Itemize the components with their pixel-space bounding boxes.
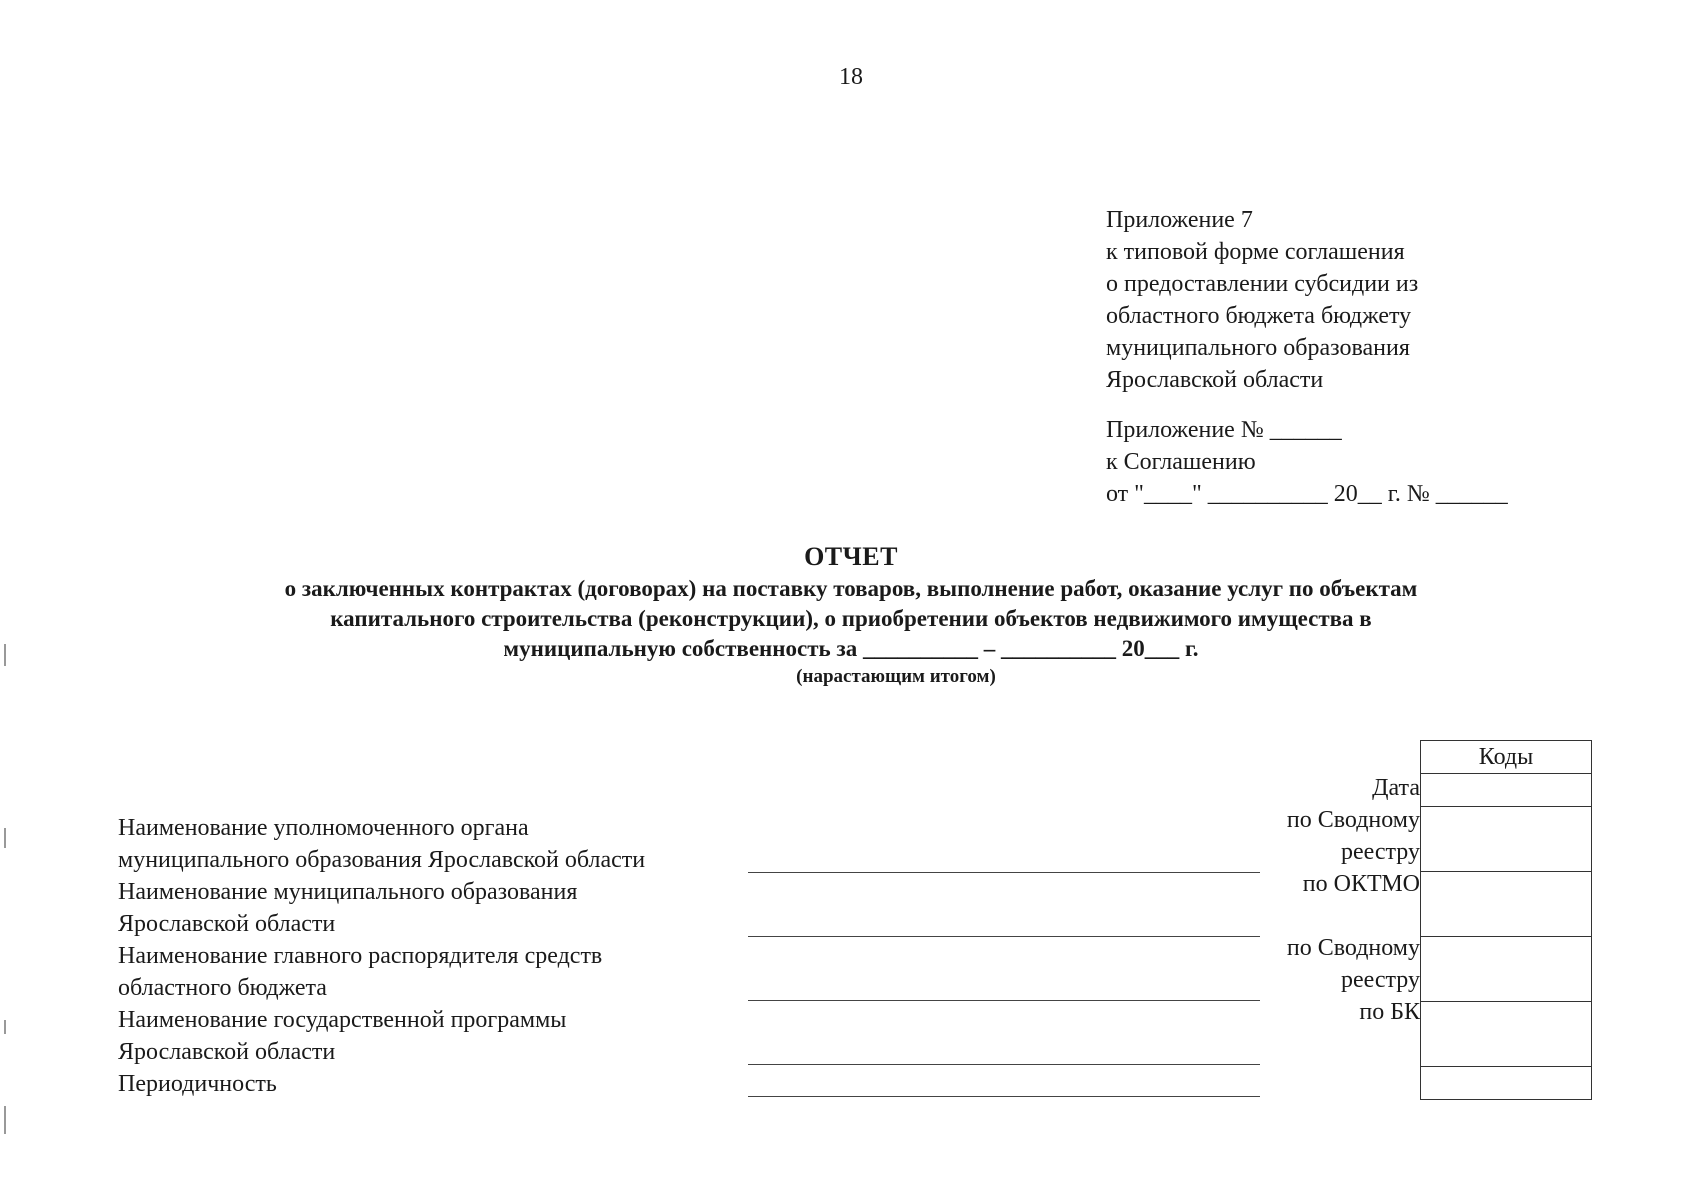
appendix-line: к типовой форме соглашения	[1106, 239, 1405, 265]
program-fill-line[interactable]	[748, 1064, 1260, 1065]
form-label: Периодичность	[118, 1071, 277, 1097]
cumulative-note: (нарастающим итогом)	[796, 666, 996, 687]
form-labels	[118, 812, 645, 1100]
codes-header: Коды	[1421, 741, 1591, 774]
scan-mark	[4, 1020, 6, 1034]
svod-registry-code-cell[interactable]	[1421, 937, 1591, 1002]
periodicity-fill-line[interactable]	[748, 1096, 1260, 1097]
form-label: Наименование государственной программы	[118, 1007, 567, 1033]
svod-registry-label: реестру	[1340, 839, 1420, 865]
form-label: областного бюджета	[118, 975, 327, 1001]
appendix-line: муниципального образования	[1106, 335, 1410, 361]
scan-mark	[4, 1106, 6, 1134]
appendix-line: областного бюджета бюджету	[1106, 303, 1412, 329]
appendix-reference	[1106, 204, 1418, 396]
oktmo-code-cell[interactable]	[1421, 872, 1591, 937]
page-number: 18	[839, 64, 863, 90]
report-subtitle-line: муниципальную собственность за __________ – __________ 20___ г.	[503, 636, 1199, 661]
appendix-line: Приложение 7	[1106, 207, 1253, 233]
form-label: Ярославской области	[118, 911, 336, 937]
appendix-line: Ярославской области	[1106, 367, 1324, 393]
scan-mark	[4, 644, 6, 666]
report-subtitle-line: капитального строительства (реконструкции), о приобретении объектов недвижимого имущества в	[330, 606, 1372, 631]
appendix-line: о предоставлении субсидии из	[1106, 271, 1419, 297]
date-code-cell[interactable]	[1421, 774, 1591, 807]
municipality-fill-line[interactable]	[748, 936, 1260, 937]
codes-table	[1420, 740, 1592, 1100]
form-label: Наименование уполномоченного органа	[118, 815, 529, 841]
agreement-date-line: от "____" __________ 20__ г. № ______	[1106, 481, 1508, 507]
agreement-number-line: Приложение № ______	[1106, 417, 1342, 443]
form-label: Наименование муниципального образования	[118, 879, 578, 905]
oktmo-label: по ОКТМО	[1302, 871, 1420, 897]
codes-labels	[1287, 772, 1420, 1028]
svod-registry-label: реестру	[1340, 967, 1420, 993]
date-label: Дата	[1372, 775, 1420, 801]
form-label: Наименование главного распорядителя средств	[118, 943, 603, 969]
authority-fill-line[interactable]	[748, 872, 1260, 873]
form-label: Ярославской области	[118, 1039, 336, 1065]
budget-manager-fill-line[interactable]	[748, 1000, 1260, 1001]
agreement-to-line: к Соглашению	[1106, 449, 1256, 475]
form-label: муниципального образования Ярославской области	[118, 847, 646, 873]
scan-mark	[4, 828, 6, 848]
report-subtitle-line: о заключенных контрактах (договорах) на поставку товаров, выполнение работ, оказание услуг по объектам	[284, 576, 1418, 601]
report-title: ОТЧЕТ	[804, 542, 898, 571]
bk-code-cell[interactable]	[1421, 1002, 1591, 1067]
periodicity-code-cell[interactable]	[1421, 1067, 1591, 1099]
svod-registry-label: по Сводному	[1286, 807, 1420, 833]
svod-registry-label: по Сводному	[1286, 935, 1420, 961]
spacer	[1287, 900, 1420, 932]
report-subtitle	[130, 574, 1572, 664]
svod-registry-code-cell[interactable]	[1421, 807, 1591, 872]
agreement-reference	[1106, 414, 1508, 510]
bk-label: по БК	[1359, 999, 1420, 1025]
